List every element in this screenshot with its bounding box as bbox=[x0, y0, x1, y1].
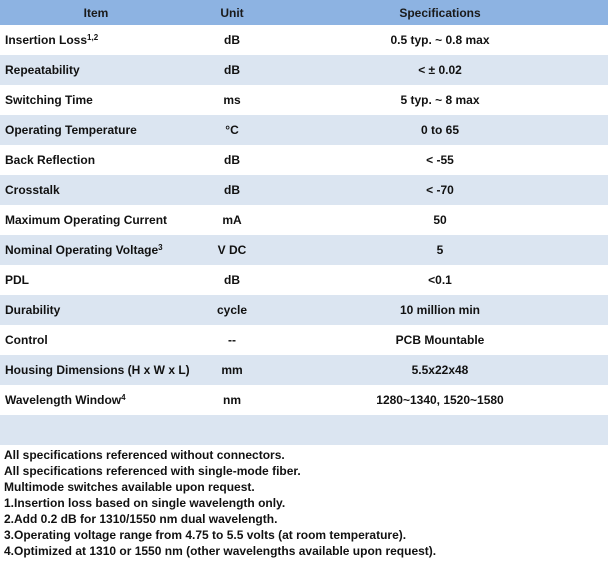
row-unit: mm bbox=[192, 355, 272, 385]
row-specification: 0.5 typ. ~ 0.8 max bbox=[390, 33, 490, 47]
row-item bbox=[0, 235, 192, 265]
header-specifications: Specifications bbox=[272, 0, 608, 25]
header-item: Item bbox=[0, 0, 192, 25]
item-label: Crosstalk bbox=[5, 183, 60, 197]
table-header-row bbox=[0, 0, 608, 25]
row-unit: dB bbox=[192, 175, 272, 205]
row-specification: 50 bbox=[433, 213, 447, 227]
item-label: Repeatability bbox=[5, 63, 80, 77]
table-row bbox=[0, 265, 608, 295]
table-row bbox=[0, 25, 608, 55]
footnote-reference: 3 bbox=[158, 243, 163, 252]
row-item bbox=[0, 55, 192, 85]
row-item bbox=[0, 295, 192, 325]
note-line: All specifications referenced without connectors. bbox=[4, 448, 285, 462]
table-row bbox=[0, 55, 608, 85]
row-unit bbox=[192, 415, 272, 445]
row-unit: V DC bbox=[192, 235, 272, 265]
row-unit: -- bbox=[228, 333, 236, 347]
table-row bbox=[0, 115, 608, 145]
item-label: Control bbox=[5, 333, 48, 347]
footnote-2: 2.Add 0.2 dB for 1310/1550 nm dual wavelength. bbox=[4, 512, 278, 526]
item-label: Maximum Operating Current bbox=[5, 213, 168, 227]
item-label: PDL bbox=[5, 273, 29, 287]
footnote-1: 1.Insertion loss based on single wavelength only. bbox=[4, 496, 286, 510]
row-item bbox=[0, 85, 192, 115]
row-specification: < ± 0.02 bbox=[272, 55, 608, 85]
item-label: Durability bbox=[5, 303, 61, 317]
header-unit: Unit bbox=[192, 0, 272, 25]
row-specification: < -70 bbox=[272, 175, 608, 205]
item-label: Switching Time bbox=[5, 93, 93, 107]
row-item bbox=[0, 25, 192, 55]
row-specification bbox=[272, 415, 608, 445]
table-row bbox=[0, 325, 608, 355]
row-unit: mA bbox=[222, 213, 242, 227]
item-label: Back Reflection bbox=[5, 153, 96, 167]
note-line: All specifications referenced with single-mode fiber. bbox=[4, 464, 301, 478]
row-unit: dB bbox=[224, 33, 240, 47]
note-line: Multimode switches available upon request. bbox=[4, 480, 255, 494]
item-label: Wavelength Window bbox=[5, 393, 122, 407]
table-row bbox=[0, 205, 608, 235]
row-item bbox=[0, 325, 192, 355]
row-specification: 5 typ. ~ 8 max bbox=[400, 93, 480, 107]
table-row bbox=[0, 295, 608, 325]
table-row bbox=[0, 85, 608, 115]
notes-section bbox=[0, 445, 608, 559]
row-unit: ms bbox=[223, 93, 241, 107]
footnote-4: 4.Optimized at 1310 or 1550 nm (other wavelengths available upon request). bbox=[4, 544, 437, 558]
row-item bbox=[0, 175, 192, 205]
row-unit: nm bbox=[223, 393, 241, 407]
footnote-reference: 4 bbox=[121, 393, 126, 402]
table-row bbox=[0, 175, 608, 205]
row-item bbox=[0, 115, 192, 145]
item-label: Nominal Operating Voltage bbox=[5, 243, 159, 257]
row-specification: PCB Mountable bbox=[395, 333, 485, 347]
row-unit: dB bbox=[224, 273, 240, 287]
row-unit: °C bbox=[192, 115, 272, 145]
table-row bbox=[0, 385, 608, 415]
row-specification: 1280~1340, 1520~1580 bbox=[376, 393, 504, 407]
row-unit: dB bbox=[192, 55, 272, 85]
row-unit: dB bbox=[224, 153, 240, 167]
table-row bbox=[0, 145, 608, 175]
row-item bbox=[0, 145, 192, 175]
item-label: Housing Dimensions (H x W x L) bbox=[5, 363, 190, 377]
table-row bbox=[0, 235, 608, 265]
row-specification: 5 bbox=[272, 235, 608, 265]
row-specification: 10 million min bbox=[272, 295, 608, 325]
row-item bbox=[0, 385, 192, 415]
row-item bbox=[0, 205, 192, 235]
row-specification: 5.5x22x48 bbox=[272, 355, 608, 385]
row-specification: 0 to 65 bbox=[272, 115, 608, 145]
row-item bbox=[0, 415, 192, 445]
item-label: Insertion Loss bbox=[5, 33, 88, 47]
table-row bbox=[0, 415, 608, 445]
row-item bbox=[0, 265, 192, 295]
row-unit: cycle bbox=[192, 295, 272, 325]
row-item bbox=[0, 355, 192, 385]
item-label: Operating Temperature bbox=[5, 123, 137, 137]
footnote-reference: 1,2 bbox=[87, 33, 99, 42]
footnote-3: 3.Operating voltage range from 4.75 to 5.5 volts (at room temperature). bbox=[4, 528, 407, 542]
row-specification: < -55 bbox=[426, 153, 454, 167]
table-row bbox=[0, 355, 608, 385]
row-specification: <0.1 bbox=[428, 273, 452, 287]
